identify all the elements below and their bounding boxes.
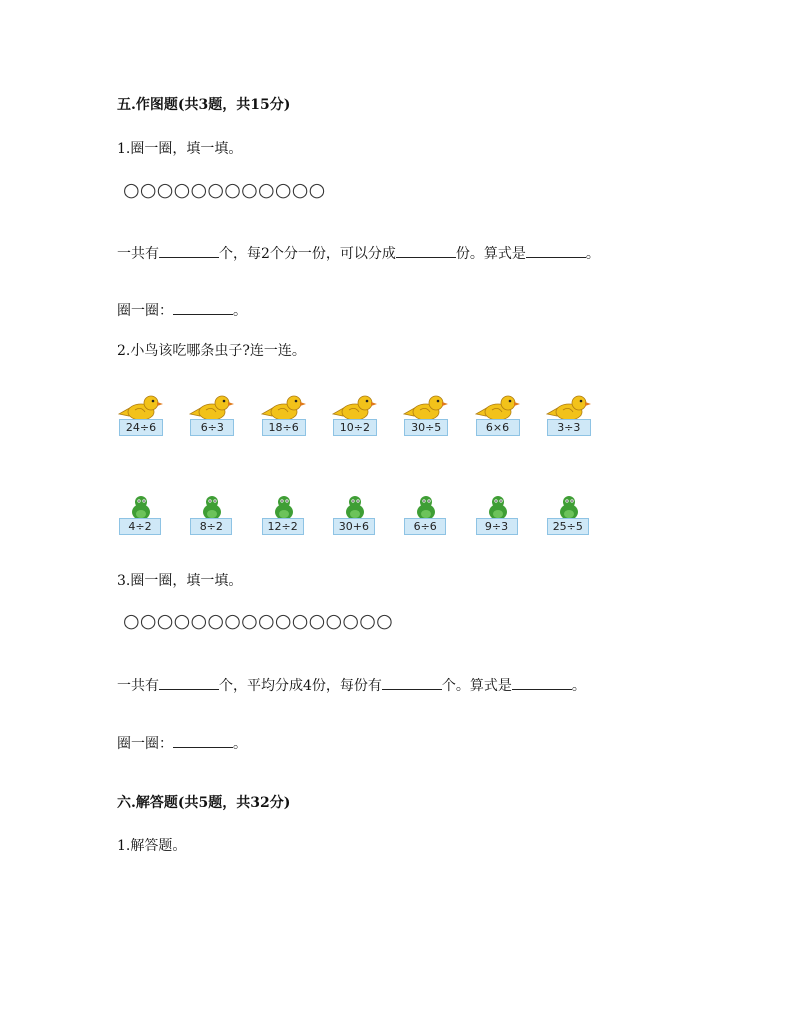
section6-title: 六.解答题(共5题，共32分)	[117, 795, 291, 811]
bird-expression-label: 6×6	[476, 419, 520, 436]
q1-circle-blank[interactable]	[173, 300, 233, 315]
bug-expression-label: 30+6	[333, 518, 375, 535]
green-bug-icon	[188, 493, 238, 521]
q3-text-b: 个，平均分成4份，每份有	[219, 678, 382, 694]
q3-circle-line	[117, 733, 247, 753]
q1-circle-label: 圈一圈：	[117, 303, 173, 319]
bird-card[interactable]	[545, 394, 595, 438]
q1-fill-line	[117, 243, 600, 263]
bird-expression-label: 6÷3	[190, 419, 234, 436]
q1-circle-line	[117, 300, 247, 320]
bug-card[interactable]	[260, 493, 310, 537]
yellow-bird-icon	[188, 394, 238, 422]
q3-text-a: 一共有	[117, 678, 159, 694]
q2-prompt: 2.小鸟该吃哪条虫子?连一连。	[117, 343, 306, 359]
bug-expression-label: 8÷2	[190, 518, 232, 535]
bug-expression-label: 4÷2	[119, 518, 161, 535]
bug-card[interactable]	[402, 493, 452, 537]
bug-expression-label: 9÷3	[476, 518, 518, 535]
q1-blank-formula[interactable]	[526, 243, 586, 258]
yellow-bird-icon	[402, 394, 452, 422]
section6-q1-prompt: 1.解答题。	[117, 838, 187, 854]
q3-circle-label: 圈一圈：	[117, 736, 173, 752]
q1-text-b: 个，每2个分一份，可以分成	[219, 246, 396, 262]
q3-circles: ○○○○○○○○○○○○○○○○	[123, 610, 394, 632]
bird-expression-label: 18÷6	[262, 419, 306, 436]
q3-circle-end: 。	[233, 736, 247, 752]
q1-prompt: 1.圈一圈，填一填。	[117, 141, 243, 157]
section5-title: 五.作图题(共3题，共15分)	[117, 97, 291, 113]
q1-circles: ○○○○○○○○○○○○	[123, 179, 326, 201]
green-bug-icon	[474, 493, 524, 521]
q1-blank-parts[interactable]	[396, 243, 456, 258]
q3-text-c: 个。算式是	[441, 678, 512, 694]
q3-blank-formula[interactable]	[512, 675, 572, 690]
green-bug-icon	[545, 493, 595, 521]
q1-blank-total[interactable]	[159, 243, 219, 258]
yellow-bird-icon	[260, 394, 310, 422]
green-bug-icon	[402, 493, 452, 521]
bug-card[interactable]	[331, 493, 381, 537]
yellow-bird-icon	[545, 394, 595, 422]
bug-expression-label: 6÷6	[404, 518, 446, 535]
yellow-bird-icon	[474, 394, 524, 422]
bird-card[interactable]	[260, 394, 310, 438]
bird-expression-label: 30÷5	[404, 419, 448, 436]
bug-card[interactable]	[188, 493, 238, 537]
bird-card[interactable]	[331, 394, 381, 438]
bird-expression-label: 3÷3	[547, 419, 591, 436]
q3-blank-each[interactable]	[382, 675, 442, 690]
bug-card[interactable]	[117, 493, 167, 537]
q1-text-c: 份。算式是	[455, 246, 526, 262]
q3-blank-total[interactable]	[159, 675, 219, 690]
bug-expression-label: 25÷5	[547, 518, 589, 535]
bird-expression-label: 24÷6	[119, 419, 163, 436]
bird-card[interactable]	[117, 394, 167, 438]
green-bug-icon	[260, 493, 310, 521]
bird-card[interactable]	[474, 394, 524, 438]
bug-card[interactable]	[474, 493, 524, 537]
bird-card[interactable]	[188, 394, 238, 438]
q3-text-end: 。	[571, 678, 586, 694]
bug-card[interactable]	[545, 493, 595, 537]
q3-prompt: 3.圈一圈，填一填。	[117, 573, 243, 589]
bird-expression-label: 10÷2	[333, 419, 377, 436]
yellow-bird-icon	[331, 394, 381, 422]
q1-circle-end: 。	[233, 303, 247, 319]
q3-circle-blank[interactable]	[173, 733, 233, 748]
yellow-bird-icon	[117, 394, 167, 422]
green-bug-icon	[117, 493, 167, 521]
q3-fill-line	[117, 675, 586, 695]
q1-text-a: 一共有	[117, 246, 159, 262]
bird-card[interactable]	[402, 394, 452, 438]
q1-text-end: 。	[585, 246, 600, 262]
bug-expression-label: 12÷2	[262, 518, 304, 535]
green-bug-icon	[331, 493, 381, 521]
